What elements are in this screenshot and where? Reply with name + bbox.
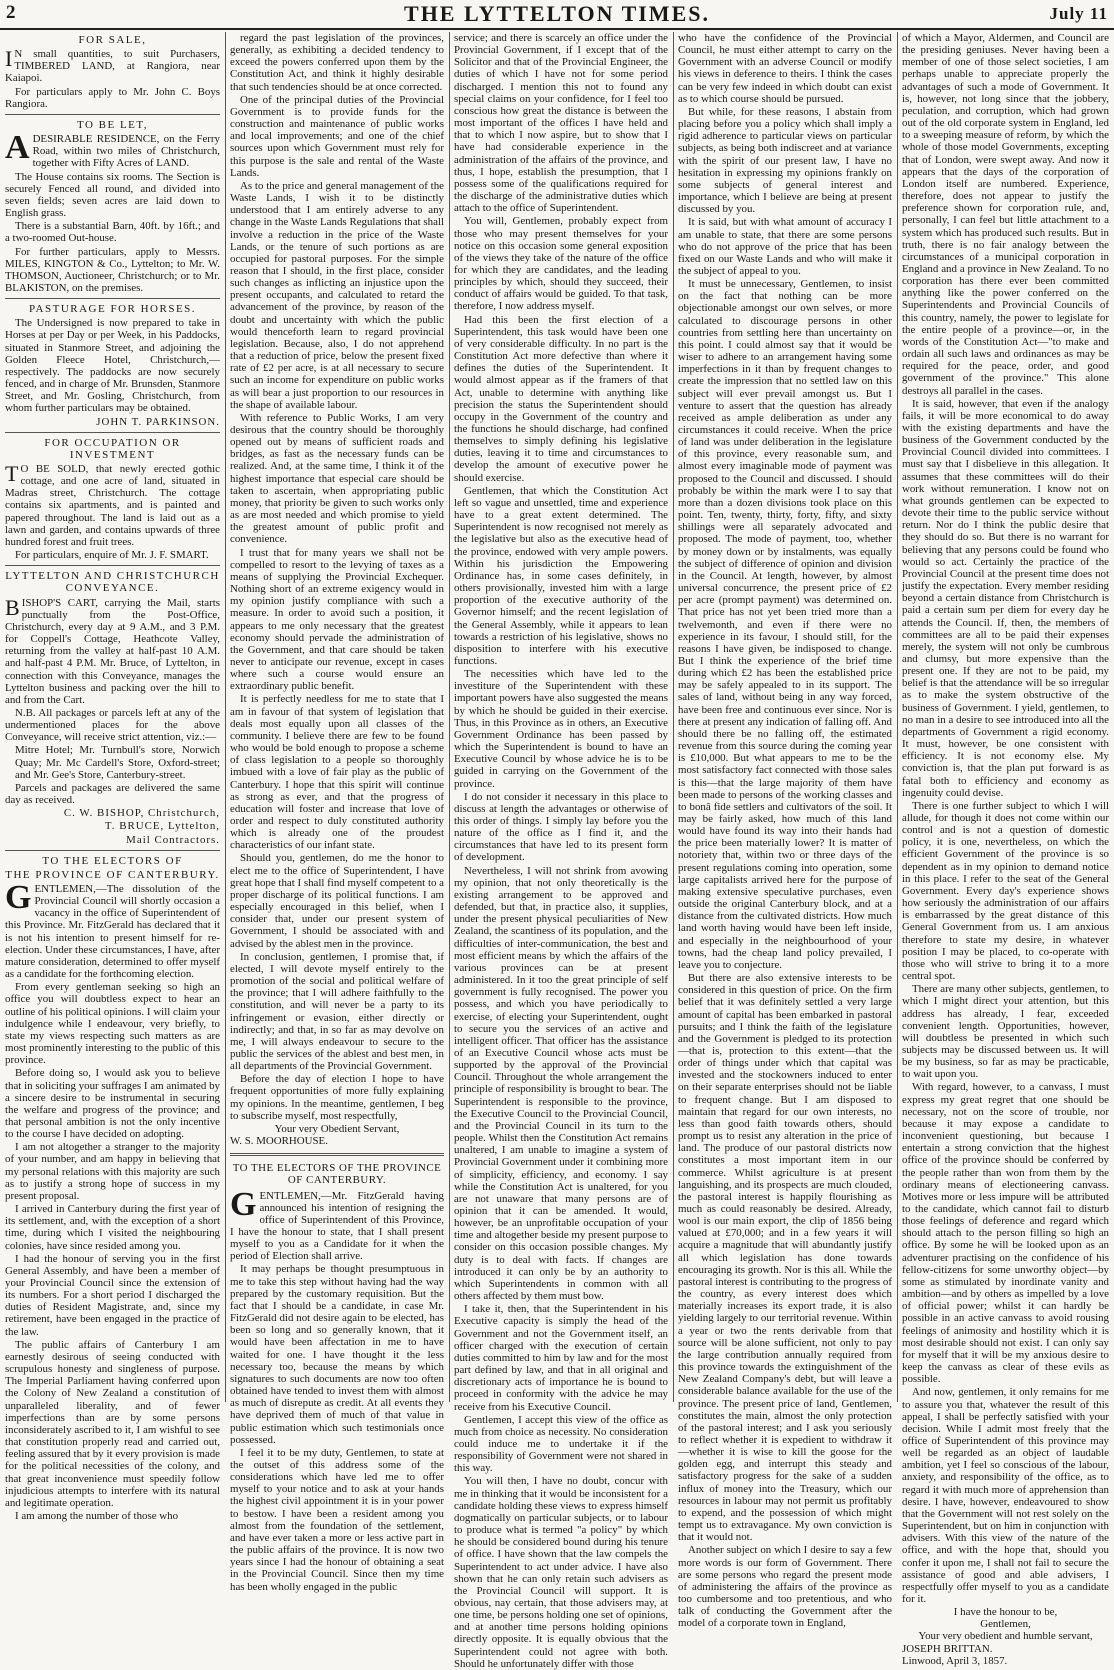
column-2 xyxy=(227,32,447,1593)
address-paragraph: I trust that for many years we shall not be compelled to resort to the levying of taxes as a means of supplying the Provincial Exchequer. Nothing short of an extreme exigency would in my opinion justify compliance with such a measure. In order to avoid such a position, it appears to me only necessary that the greatest economy should pervade the administration of the Government, and that care should be taken never to anticipate our revenue, except in cases where such a course would ensure an extraordinary public benefit. xyxy=(230,546,444,693)
drop-cap: I xyxy=(5,46,13,72)
address-heading: THE PROVINCE OF CANTERBURY. xyxy=(5,868,220,881)
address-paragraph: Before doing so, I would ask you to believe that in soliciting your suffrages I am animated by a sincere desire to be instrumental in securing the welfare and progress of the province; and that personal ambition is not the only incentive to the course I have decided on adopting. xyxy=(5,1067,220,1141)
ad-signature: Mail Contractors. xyxy=(126,833,220,846)
ad-heading: FOR SALE, xyxy=(78,34,147,46)
ad-heading: FOR OCCUPATION OR INVESTMENT xyxy=(44,436,181,461)
address-paragraph: You will, Gentlemen, probably expect from those who may present themselves for your notice on this occasion some general exposition of the views they take of the nature of the office for which they are candidates, and the leading principles by which, should they succeed, their conduct of affairs would be guided. To that task, therefore, I now address myself. xyxy=(454,215,668,313)
issue-date: July 11 xyxy=(1049,4,1108,23)
address-paragraph: Gentlemen, I accept this view of the office as much from choice as necessity. No consideration could induce me to undertake it if the responsibility of Government were not shared in this way. xyxy=(454,1413,668,1475)
address-paragraph: Should you, gentlemen, do me the honor to elect me to the office of Superintendent, I have great hope that I shall find myself competent to a proper discharge of its political functions. I am especially encouraged in this belief, when I consider that, under our present system of Government, I should be associated with and advised by the ablest men in the province. xyxy=(230,852,444,950)
address-paragraph: Had this been the first election of a Superintendent, this task would have been one of very considerable difficulty. In no part is the Constitution Act more defective than where it defines the duties of the Superintendent. It would almost appear as if the framers of that Act, unable to determine with anything like precision the status the Superintendent should occupy in the Government of the country and the functions he should discharge, had confined themselves to simply defining his legislative duties, leaving it to time and circumstances to develop the amount of executive power he should exercise. xyxy=(454,313,668,484)
ad-occupation-investment xyxy=(5,437,220,562)
ad-heading: PASTURAGE FOR HORSES. xyxy=(28,303,197,316)
address-paragraph: The public affairs of Canterbury I am earnestly desirous of seeing conducted with scrupulous honesty and singleness of purpose. The Imperial Parliament having conferred upon the Colony of New Zealand a constitution of unparalleled liberality, and of fewer imperfections than are by some persons inconsiderately ascribed to it, I am wishful to see that constitution properly read and carried out, feeling assured that by it every provision is made for the political necessities of the colony, and that great inconvenience must speedily follow injudicious attempts to interfere with its natural and legitimate operation. xyxy=(5,1338,220,1509)
page-number: 2 xyxy=(6,2,16,23)
address-paragraph: who have the confidence of the Provincial Council, he must either attempt to carry on the Government with an adverse Council or modify his views in deference to theirs. I think the cases can be very few indeed in which doubt can exist as to which course should be pursued. xyxy=(678,32,892,105)
address-paragraph: I feel it to be my duty, Gentlemen, to state at the outset of this address some of the considerations which have led me to offer myself to your notice and to ask at your hands the highest civil appointment it is in your power to bestow. I have been a resident among you almost from the foundation of the settlement, and have ever taken a more or less active part in the public affairs of the province. It is now two years since I had the honour of obtaining a seat in the Provincial Council. Since then my time has been wholly engaged in the public xyxy=(230,1446,444,1593)
divider xyxy=(5,565,220,566)
ad-body: N.B. All packages or parcels left at any of the undermentioned places for the above Conveyance, will receive strict attention, viz.:— xyxy=(5,706,220,744)
drop-cap: B xyxy=(5,594,20,620)
column-rule xyxy=(897,32,898,1402)
ad-body: For further particulars, apply to Messrs. MILES, KINGTON & Co., Lyttelton; to Mr. W. THOMSON, Auctioneer, Christchurch; or to Mr. BLAKISTON, on the premises. xyxy=(5,245,220,294)
address-signature: Gentlemen, xyxy=(980,1618,1031,1631)
column-4 xyxy=(675,32,895,1630)
address-paragraph: With reference to Public Works, I am very desirous that the country should be thoroughly opened out by means of sufficient roads and bridges, as fast as the necessary funds can be realized. And, at the same time, I think it of the highest importance that especial care should be taken to ascertain, when appropriating public money, that priority be given to such works only as are most needed and which promise to yield the greatest amount of public profit and convenience. xyxy=(230,411,444,546)
address-paragraph: In conclusion, gentlemen, I promise that, if elected, I will devote myself entirely to the promotion of the social and political welfare of the province; that I will adhere faithfully to the constitution, and will never be a party to its infringement or evasion, either directly or indirectly; and that, in so far as may devolve on me, I will always endeavour to secure to the public the services of the ablest and best men, in all departments of the Provincial Government. xyxy=(230,950,444,1073)
address-signature: Your very Obedient Servant, xyxy=(274,1122,400,1135)
ad-heading: LYTTELTON AND CHRISTCHURCH CONVEYANCE. xyxy=(5,570,220,595)
ad-body: For particulars, enquire of Mr. J. F. SMART. xyxy=(15,549,209,562)
drop-cap: G xyxy=(5,879,32,916)
address-signature: Your very obedient and humble servant, xyxy=(918,1630,1093,1643)
address-signature: W. S. MOORHOUSE. xyxy=(230,1135,328,1148)
address-paragraph: It must be unnecessary, Gentlemen, to insist on the fact that nothing can be more objectionable amongst our own selves, or more calculated to discourage persons in other countries from settling here than uncertainty on this point. I could almost say that it would be wiser to adhere to an arrangement having some imperfections in it than by frequent changes to create the impression that no settled law on this subject will ever prevail amongst us. But I venture to assert that the question has already received as ample deliberation as under any circumstances it could receive. When the price of land was under deliberation in the legislature of this province, every reasonable sum, and almost every imaginable mode of payment was proposed to the Council and discussed. I should probably be within the mark were I to say that more than a dozen divisions took place on this point. Ten, twenty, thirty, forty, fifty, and sixty shillings were all separately advocated and proposed. The mode of payment, too, whether by money down or by instalments, was equally the subject of difference of opinion and division in the Council. At length, however, by almost universal concurrence, the present price of £2 per acre (prompt payment) was determined on. That price has not yet been tried more than a twelvemonth, and even if there were no experience in its favour, I should still, for the reasons I have given, be indisposed to change. But I think the experience of the brief time during which £2 has been the established price may be safely appealed to in its support. The sales of land, without being in any way forced, have been free and continuous ever since. Nor is there at present any indication of falling off. And should there be no falling off, the estimated revenue from this source during the coming year is £10,000. But what appears to me to be the most satisfactory fact connected with those sales is this—that the large majority of them have been made to persons of the working classes and to bonâ fide settlers and cultivators of the soil. It may be fairly asked, how much of this land would have found its way into their hands had the price been materially lower? It is matter of notoriety that, within two or three days of the present regulations coming into operation, some large capitalists arrived here for the purpose of making extensive speculative purchases, even outside the original Canterbury block, and at a distance from the cultivated districts. How much land worth having would have been left inside, and especially in the neighbourhood of your towns, had the cheap land policy prevailed, I leave you to conjecture. xyxy=(678,278,892,971)
address-paragraph: From every gentleman seeking so high an office you will doubtless expect to hear an outline of his political opinions. I will claim your indulgence while I endeavour, very briefly, to state my views respecting such matters as are most prominently interesting to the public of this province. xyxy=(5,981,220,1067)
ad-for-sale xyxy=(5,34,220,110)
newspaper-title: THE LYTTELTON TIMES. xyxy=(404,1,710,26)
ad-body: T O BE SOLD, that newly erected gothic cottage, and one acre of land, situated in Madras street, Christchurch. The cottage contains six apartments, and is painted and papered throughout. The land is laid out as a lawn and garden, and contains upwards of three hundred forest and fruit trees. xyxy=(5,461,220,548)
address-paragraph: Gentlemen, that which the Constitution Act left so vague and unsettled, time and experience have to a great extent determined. The Superintendent is now recognised not merely as the legislative but also as the executive head of the province, endowed with very ample powers. Within his jurisdiction the Empowering Ordinance has, in some cases definitely, in others provisionally, invested him with a large proportion of the executive authority of the Governor himself; and the recent legislation of the General Assembly, while it appears to lean towards a restriction of his legislative, shows no disposition to interfere with his executive functions. xyxy=(454,484,668,667)
ad-body: The Undersigned is now prepared to take in Horses at per Day or per Week, in his Paddocks, situated in Stanmore Street, and adjoining the Golden Fleece Hotel, Christchurch,—respectively. The paddocks are now securely fenced, and in charge of Mr. Brunsden, Stanmore Street, and Mr. Gosling, Christchurch, from whom further particulars may be obtained. xyxy=(5,317,220,415)
drop-cap: T xyxy=(5,461,19,486)
ad-stations: Mitre Hotel; Mr. Turnbull's store, Norwich Quay; Mr. Mc Cardell's Store, Oxford-street; and Mr. Gee's Store, Canterbury-street. xyxy=(15,744,220,781)
address-moorhouse xyxy=(5,855,220,1522)
address-paragraph: regard the past legislation of the provinces, generally, as exhibiting a decided tendency to exceed the powers conferred upon them by the Constitution Act, and think it highly desirable that such tendencies should be at once corrected. xyxy=(230,32,444,93)
address-paragraph: The necessities which have led to the investiture of the Superintendent with these important powers have also suggested the means by which he should be guided in their exercise. Thus, in this Province as in others, an Executive Government Ordinance has been passed by which the Superintendent is bound to have an Executive Council by whose advice he is to be guided in carrying on the Government of the province. xyxy=(454,668,668,790)
ad-conveyance xyxy=(5,570,220,845)
address-paragraph: service; and there is scarcely an office under the Provincial Government, if I except that of the Solicitor and that of the Provincial Engineer, the duties of which I have not for some period discharged. I mention this not to found any special claims on your confidence, for I feel too conscious how great the distance is between the most important of the offices I have held and that to which I now aspire, but to show that I have had considerable experience in the administration of the affairs of the province, and thus, I hope, establish the presumption, that I possess some of the qualifications required for the discharge of the administrative duties which attach to the office of Superintendent. xyxy=(454,32,668,215)
address-paragraph: One of the principal duties of the Provincial Government is to provide funds for the construction and maintenance of public works and local improvements; and one of the chief sources upon which Government must rely for this purpose is the sale and rental of the Waste Lands. xyxy=(230,93,444,179)
address-heading: TO THE ELECTORS OF THE PROVINCE xyxy=(232,1162,442,1175)
address-paragraph: You will then, I have no doubt, concur with me in thinking that it would be inconsistent for a candidate holding these views to express himself dogmatically on particular subjects, or to labour to produce what is termed "a policy" by which he should be considered bound during his tenure of office. I have shown that the law compels the Superintendent to act under advice. I have also shown that he can only retain such advisers as the Provincial Council will support. It is obvious, nay certain, that those advisers may, at one time, be persons holding one set of opinions, and at another time persons holding opinions directly opposite. It is equally obvious that the Superintendent could not agree with both. Should he unfortunately differ with those xyxy=(454,1475,668,1670)
address-heading: OF CANTERBURY. xyxy=(287,1174,387,1187)
divider xyxy=(5,850,220,851)
drop-cap: A xyxy=(5,129,30,167)
address-paragraph: With regard, however, to a canvass, I must express my great regret that one should be necessary, not on the score of trouble, nor because it may expose a candidate to inconvenient questioning, but because I entertain a strong conviction that the highest office of the province should be conferred by the people rather than won from them by the ordinary means of electioneering canvass. Motives more or less impure will be attributed to the candidate, which cannot fail to disturb those feelings of deference and regard which should attach to the person filling so high an office. By some he will be looked upon as an adventurer practising on the confidence of his fellow-citizens for some unworthy object—by some as stimulated by inordinate vanity and ambition—and by others as impelled by a love of official power; whilst it can hardly be possible in an active canvass to avoid rousing feelings of animosity and hostility which it is most desirable should not exist. I can only say for myself that it will be my anxious desire to keep the canvass as clear of these evils as possible. xyxy=(902,1081,1109,1386)
column-3 xyxy=(451,32,671,1670)
ad-body: BISHOP'S CART, carrying the Mail, starts punctually from the Post-Office, Christchurch, every day at 9 A.M., and 3 P.M. for Coppell's Cottage, Heathcote Valley, returning from the valley at half-past 10 A.M. and half-past 4 P.M. Mr. Bruce, of Lyttelton, in connection with this Conveyance, manages the Lyttelton business and packing over the hill to and from the Cart. xyxy=(5,594,220,706)
address-paragraph: GENTLEMEN,—The dissolution of the Provincial Council will shortly occasion a vacancy in the office of Superintendent of this Province. Mr. FitzGerald has declared that it is not his intention to present himself for re-election. Under these circumstances, I have, after mature consideration, determined to offer myself as a candidate for the forthcoming election. xyxy=(5,879,220,981)
ad-signature: T. BRUCE, Lyttelton, xyxy=(104,820,220,833)
address-paragraph: I had the honour of serving you in the first General Assembly, and have been a member of your Provincial Council since the extension of its numbers. For a short period I discharged the duties of Resident Magistrate, and, since my retirement, have been engaged in the practice of the law. xyxy=(5,1252,220,1338)
address-paragraph: Before the day of election I hope to have frequent opportunities of more fully explaining my opinions. In the meantime, gentlemen, I beg to subscribe myself, most respectfully, xyxy=(230,1073,444,1122)
column-rule xyxy=(225,32,226,1402)
address-signature: I have the honour to be, xyxy=(953,1606,1058,1619)
ad-body: For particulars apply to Mr. John C. Boys Rangiora. xyxy=(5,85,220,110)
ad-to-be-let xyxy=(5,119,220,294)
divider xyxy=(5,432,220,433)
ad-body: The House contains six rooms. The Section is securely Fenced all round, and divided into seven fields; seven acres are laid down to English grass. xyxy=(5,170,220,220)
address-paragraph: I am not altogether a stranger to the majority of your number, and am happy in believing that my personal relations with this majority are such as to justify a strong hope of success in my present proposal. xyxy=(5,1141,220,1202)
column-rule xyxy=(449,32,450,1402)
ad-body: There is a substantial Barn, 40ft. by 16ft.; and a two-roomed Out-house. xyxy=(5,220,220,245)
ad-pasturage xyxy=(5,303,220,428)
address-paragraph: It is said, however, that even if the analogy fails, it will be more economical to do away with the existing departments and have the business of the Government conducted by the Provincial Council divided into committees. I must say that I disbelieve in this allegation. It assumes that these committees will do their work without remuneration. I know not on what grounds gentlemen can be expected to devote their time to the public service without return. Nor do I think the public desire that they should do so. But there is no warrant for believing that any persons could be found who would so act. Certainly the practice of the Provincial Council at the present time does not justify the expectation. Every member residing beyond a certain distance from Christchurch is paid a certain sum per diem for every day he attends the Council. If, then, the members of committees are all to be paid their expenses merely, the system will not only be cumbrous and clumsy, but more expensive than the present one. If they are not to be paid, my belief is that the attendance will be so irregular as to make the system obstructive of the business of Government. I yield, gentlemen, to no man in a desire to see introduced into all the departments of Government a rigid economy. It must, however, be one consistent with efficiency. It is not economy else. My conviction is, that the plan put forward is as fatal both to efficiency and economy as ingenuity could devise. xyxy=(902,397,1109,799)
ad-signature: JOHN T. PARKINSON. xyxy=(96,415,220,428)
address-paragraph: There is one further subject to which I will allude, for though it does not come within our control and is not a question of domestic policy, it is one, nevertheless, on which the efficient Government of the province is so dependent as in my opinion to demand notice in this place. I refer to the seat of the General Government. Every day's experience shows how seriously the administration of our affairs is embarrassed by the great distance of this General Government from us. I am anxious therefore to state my desire, in whatever position I may be placed, to co-operate with those who will strive to bring it to a more central spot. xyxy=(902,799,1109,983)
ad-heading: TO BE LET, xyxy=(76,118,149,131)
divider xyxy=(5,114,220,115)
address-paragraph: I arrived in Canterbury during the first year of its settlement, and, with the exception of a short time, during which I visited the neighbouring colonies, have since resided among you. xyxy=(5,1203,220,1252)
address-signature: JOSEPH BRITTAN. xyxy=(902,1642,993,1655)
address-paragraph: It is said, but with what amount of accuracy I am unable to state, that there are some persons who do not approve of the price that has been fixed on our Waste Lands and who will make it the subject of appeal to you. xyxy=(678,216,892,277)
address-paragraph: of which a Mayor, Aldermen, and Council are the presiding geniuses. Never having been a member of one of those select societies, I am perhaps unable to appreciate properly the advantages of such a mode of Government. It is, however, not long since that the jobbery, peculation, and corruption, which had grown out of the old corporate system in England, led to a sweeping measure of reform, by which the whole of those model Governments, excepting that of London, were swept away. And now it appears that the days of the corporation of London itself are numbered. Experience, therefore, does not appear to justify the preference shown for corporation rule, and, personally, I can feel but little attachment to a system which has produced such results. But in truth, there is no fair analogy between the circumstances of a municipal corporation in England and a province in New Zealand. To no corporation has there ever been committed anything like the power conferred on the Superintendents and Provincial Councils of this country, namely, the power to legislate for the entire people of a province—or, in the words of the Constitution Act—"to make and ordain all such laws and ordinances as may be required for the peace, order, and good government of the province." This alone destroys all parallel in the cases. xyxy=(902,32,1109,397)
divider xyxy=(5,298,220,299)
address-paragraph: It may perhaps be thought presumptuous in me to take this step without having had the way prepared by the customary requisition. But the fact that I should be a candidate, in case Mr. FitzGerald did not desire again to be elected, has been so long and so generally known, that it would have been affectation in me to have waited for one. I have thought it the less necessary too, because the means by which signatures to such documents are now too often obtained have tended to invest them with almost as much of disrepute as credit. At all events they have deprived them of much of that value in public estimation which such testimonials once possessed. xyxy=(230,1263,444,1446)
masthead xyxy=(0,0,1114,30)
address-paragraph: And now, gentlemen, it only remains for me to assure you that, whatever the result of this appeal, I shall be perfectly satisfied with your decision. While I admit most freely that the office of Superintendent of this province may well be regarded as an object of laudable ambition, yet I feel so conscious of the labour, anxiety, and responsibility of the office, as to regard it with much more of apprehension than desire. I have, however, endeavoured to show that the Government will not rest solely on the Superintendent, but on him in conjunction with advisers. With this view of the nature of the office, and with the hope that, should you confer it upon me, I shall not fail to secure the assistance of good and able advisers, I respectfully offer myself to you as a candidate for it. xyxy=(902,1386,1109,1605)
address-paragraph: I take it, then, that the Superintendent in his Executive capacity is simply the head of the Government and not the Government itself, an officer charged with the execution of certain duties committed to him by law and for the most part defined by law, and that in all original and discretionary acts of importance he is bound to proceed in conformity with the advice he may receive from his Executive Council. xyxy=(454,1303,668,1413)
address-place-date: Linwood, April 3, 1857. xyxy=(902,1654,1008,1667)
address-paragraph: But while, for these reasons, I abstain from placing before you a policy which shall imply a rigid adherence to particular views on particular subjects, as being both indiscreet and at variance with the spirit of our present law, I have no hesitation in expressing my opinions frankly on some subjects of general interest and importance, which I believe are being at present discussed by you. xyxy=(678,105,892,216)
address-paragraph: As to the price and general management of the Waste Lands, I wish it to be distinctly understood that I am entirely adverse to any change in the Waste Lands Regulations that shall involve a reduction in the price of the Waste Lands, or the tenure of such portions as are occupied for pastoral purposes. For the simple reason that I should, in the first place, consider such changes as inflicting an injustice upon the present occupants, and calculated to retard the advancement of the province, by reason of the doubt and uncertainty with which the public would thenceforth learn to regard provincial legislation. Because, also, I do not apprehend that a reduction of price, below the present fixed rate of £2 per acre, is at all necessary to secure such an income for expenditure on public works as will bear a just proportion to our resources in the shape of available labour. xyxy=(230,179,444,411)
address-paragraph: I do not consider it necessary in this place to discuss at length the advantages or otherwise of this order of things. I simply lay before you the nature of the office as I find it, and the circumstances that have led to its present form of development. xyxy=(454,790,668,864)
drop-cap: G xyxy=(230,1185,257,1223)
address-paragraph: It is perfectly needless for me to state that I am in favour of that system of legislation that deals most equally upon all classes of the community. I believe there are few to be found who would be bold enough to propose a scheme of class legislation to a people so thoroughly imbued with a love of fair play as the public of Canterbury. I hope that this spirit will continue as strong as ever, and that the progress of education will foster and increase that love of order and respect to duly constituted authority which is already one of the proudest characteristics of our infant state. xyxy=(230,693,444,852)
ad-body: I N small quantities, to suit Purchasers, TIMBERED LAND, at Rangiora, near Kaiapoi. xyxy=(5,46,220,85)
column-rule xyxy=(673,32,674,1402)
ad-body: Parcels and packages are delivered the same day as received. xyxy=(5,781,220,807)
address-paragraph: There are many other subjects, gentlemen, to which I might direct your attention, but this address has already, I fear, exceeded convenient length. Opportunities, however, will doubtless be presented in which such subjects may be discussed between us. It will be my business, so far as may be practicable, to wait upon you. xyxy=(902,983,1109,1081)
address-heading: TO THE ELECTORS OF xyxy=(42,854,183,867)
address-paragraph: Another subject on which I desire to say a few more words is our form of Government. There are some persons who regard the present mode of administering the affairs of the province as too cumbersome and too pretentious, and who talk of conducting the Government after the model of a corporate town in England, xyxy=(678,1544,892,1630)
address-paragraph: GENTLEMEN,—Mr. FitzGerald having announced his intention of resigning the office of Superintendent of this Province, I have the honour to state, that I shall present myself to you as a Candidate for it when the period of Election shall arrive. xyxy=(230,1185,444,1263)
column-5 xyxy=(899,32,1112,1667)
column-1 xyxy=(2,32,223,1522)
ad-body: ADESIRABLE RESIDENCE, on the Ferry Road, within two miles of Christchurch, together with Fifty Acres of LAND. xyxy=(5,129,220,170)
address-paragraph: Nevertheless, I will not shrink from avowing my opinion, that not only theoretically is the existing arrangement to be approved and defended, but that, in practice also, it supplies, under the present physical peculiarities of New Zealand, the scantiness of its population, and the difficulties of inter-communication, the best and most efficient means by which the affairs of the various provinces can be at present administered. In it too the great principle of self government is fully recognised. The power you possess, and which you have periodically to exercise, of electing your Superintendent, ought to secure you the services of an active and intelligent officer. That officer has the assistance of an Executive Council whose acts must be supported by the approval of the Provincial Council. Throughout the whole arrangement the principle of responsibility is brought to bear. The Superintendent is responsible to the province, the Executive Council to the Provincial Council, and the Provincial Council in its turn to the people. Whilst then the Constitution Act remains unaltered, I am unable to imagine a system of Provincial Government under it combining more of simplicity, efficiency, and economy. I say while the Constitution Act is unaltered, for you are not unaware that many persons are of opinion that it can be amended. It would, however, be an unprofitable occupation of your time and altogether beside my present purpose to consider on this occasion possible changes. My duty is to deal with facts. If changes are introduced it can only be by an authority to which Superintendents in common with all others affected by them must bow. xyxy=(454,864,668,1303)
address-paragraph: But there are also extensive interests to be considered in this question of price. On the firm belief that it was definitely settled a very large amount of capital has been embarked in pastoral pursuits; and I think the faith of the legislature and the Government is pledged to its protection—that is, protection to this extent—that the order of things under which that capital was invested and the stockowners induced to enter on their separate enterprises should not be liable to frequent change. But I am disposed to maintain that regard for our own interests, no less than good faith towards others, should prompt us to resist any alteration in the price of land. The produce of our pastoral districts now constitutes a most important item in our commerce. Whilst agriculture is at present languishing, and its prospects are much clouded, the pastoral interest is happily flourishing as much as could reasonably be desired. Already, wool is our main export, the clip of 1856 being valued at £70,000; and in a few years it will acquire a magnitude that will abundantly justify all which legislation has done towards encouraging its growth. Nor is this all. While the pastoral interest is contributing to the progress of the country, as every interest does which materially increases its export trade, it is also yielding largely to our territorial revenue. Within a year or two the rents derivable from that source will be alone sufficient, not only to pay the large contribution annually required from this province towards the extinguishment of the New Zealand Company's debt, but will leave a considerable balance available for the use of the province. The present price of land, Gentlemen, constitutes the main, almost the only protection of the pastoral interest; and I ask you seriously to reflect whether it is expedient to withdraw it—whether it is wise to kill the goose for the golden egg, and interrupt this steady and satisfactory progress for the sake of a sudden influx of money into the Treasury, which our resources in labour may not permit us profitably to expend, and the possession of which might tempt us to extravagance. My own conviction is that it would not. xyxy=(678,972,892,1544)
ad-signature: C. W. BISHOP, Christchurch, xyxy=(63,807,220,820)
divider xyxy=(230,1153,444,1156)
address-paragraph: I am among the number of those who xyxy=(15,1509,179,1522)
